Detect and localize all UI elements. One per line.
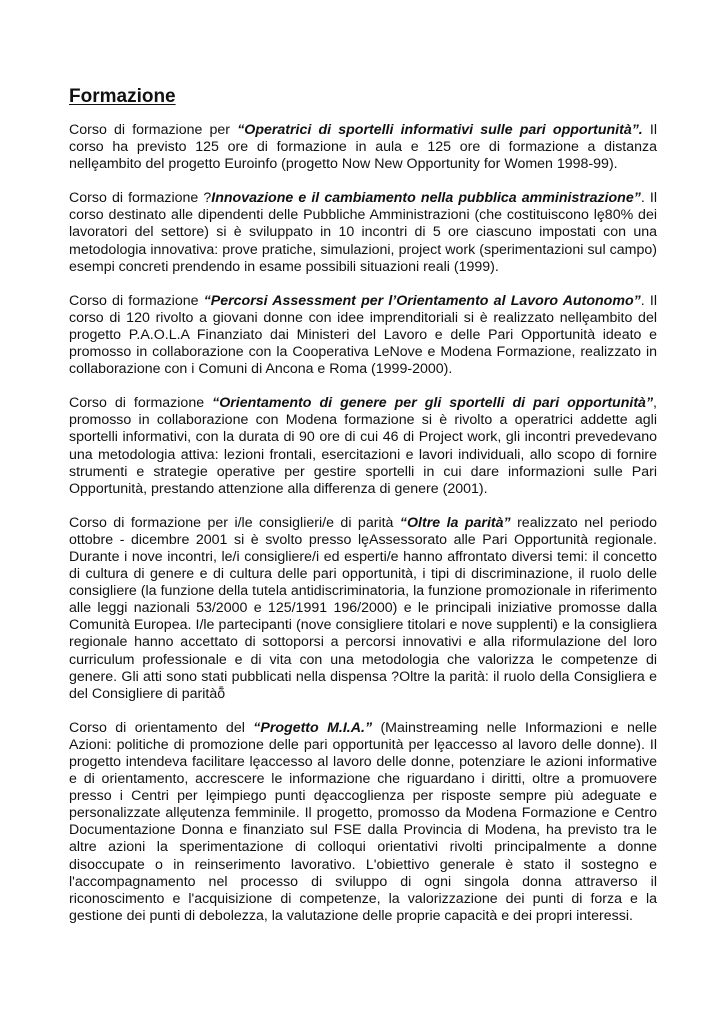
course-title: “Oltre la parità” — [399, 514, 511, 531]
paragraph-text: Il corso ha previsto 125 ore di formazione in aula e 125 ore di formazione a distanza nellȩambito del progetto Euroinfo (progetto Now New Opportunity for Women 1998-99). — [69, 122, 657, 173]
paragraph-text: Corso di formazione — [69, 395, 213, 412]
course-paragraph-6 — [69, 720, 657, 925]
paragraph-text: Corso di formazione ? — [69, 190, 212, 207]
paragraph-text: realizzato nel periodo ottobre - dicembre 2001 si è svolto presso lȩAssessorato alle Pari Opportunità regionale. Durante i nove incontri, le/i consigliere/i ed esperti/e hanno affrontato diversi temi: il concetto di cultura di genere e di cultura delle pari opportunità, i tipi di discriminazione, il ruolo delle consigliere (la funzione della tutela antidiscriminatoria, la funzione promozionale in riferimento alle leggi nazionali 53/2000 e 125/1991 196/2000) e le principali iniziative promosse dalla Comunità Europea. I/le partecipanti (nove consigliere titolari e nove supplenti) e la consigliera regionale hanno accettato di sottoporsi a percorsi innovativi e alla riformulazione del loro curriculum professionale e di vita con una metodologia che valorizza le competenze di genere. Gli atti sono stati pubblicati nella dispensa ?Oltre la parità: il ruolo della Consigliera e del Consigliere di paritàȭ — [69, 514, 657, 702]
course-paragraph-4 — [69, 395, 657, 498]
paragraph-text: Corso di formazione per i/le consiglieri/e di parità — [69, 514, 400, 531]
document-page — [69, 86, 657, 942]
page-title: Formazione — [69, 86, 176, 107]
course-paragraph-1 — [69, 122, 657, 173]
paragraph-text: . Il corso destinato alle dipendenti delle Pubbliche Amministrazioni (che costituiscono lȩ80% dei lavoratori del settore) si è sviluppato in 10 incontri di 5 ore ciascuno impostati con una metodologia innovativa: prove pratiche, simulazioni, project work (sperimentazioni sul campo) esempi concreti prendendo in esame possibili situazioni reali (1999). — [69, 190, 657, 275]
course-title: “Percorsi Assessment per l’Orientamento al Lavoro Autonomo” — [203, 292, 641, 309]
paragraph-text: , promosso in collaborazione con Modena formazione si è rivolto a operatrici addette agli sportelli informativi, con la durata di 90 ore di cui 46 di Project work, gli incontri prevedevano una metodologia attiva: lezioni frontali, esercitazioni e lavori individuali, allo scopo di fornire strumenti e strategie operative per gestire sportelli in cui dare informazioni sulle Pari Opportunità, prestando attenzione alla differenza di genere (2001). — [69, 395, 657, 497]
paragraph-text: Corso di formazione per — [69, 122, 238, 138]
paragraph-text: Corso di orientamento del — [69, 719, 254, 736]
course-title: “Orientamento di genere per gli sportelli di pari opportunità” — [212, 395, 654, 412]
course-paragraph-2 — [69, 190, 657, 275]
course-title: Innovazione e il cambiamento nella pubblica amministrazione” — [211, 190, 641, 207]
course-title: “Operatrici di sportelli informativi sulle pari opportunità”. — [237, 122, 643, 138]
paragraph-text: Corso di formazione — [69, 292, 204, 309]
course-paragraph-3 — [69, 293, 657, 378]
paragraph-text: (Mainstreaming nelle Informazioni e nelle Azioni: politiche di promozione delle pari opportunità per lȩaccesso al lavoro delle donne). Il progetto intendeva facilitare lȩaccesso al lavoro delle donne, potenziare le azioni informative e di orientamento, accrescere le informazione che riguardano i diritti, oltre a promuovere presso i Centri per lȩimpiego punti dȩaccoglienza per risposte sempre più adeguate e personalizzate allȩutenza femminile. Il progetto, promosso da Modena Formazione e Centro Documentazione Donna e finanziato sul FSE dalla Provincia di Modena, ha previsto tra le altre azioni la sperimentazione di colloqui orientativi rivolti principalmente a donne disoccupate o in reinserimento lavorativo. L'obiettivo generale è stato il sostegno e l'accompagnamento nel processo di sviluppo di ogni singola donna attraverso il riconoscimento e l'acquisizione di competenze, la valorizzazione dei punti di forza e la gestione dei punti di debolezza, la valutazione delle proprie capacità e dei propri interessi. — [69, 719, 657, 924]
paragraph-text: . Il corso di 120 rivolto a giovani donne con idee imprenditoriali si è realizzato nellȩambito del progetto P.A.O.L.A Finanziato dai Ministeri del Lavoro e delle Pari Opportunità ideato e promosso in collaborazione con la Cooperativa LeNove e Modena Formazione, realizzato in collaborazione con i Comuni di Ancona e Roma (1999-2000). — [69, 292, 657, 378]
course-title: “Progetto M.I.A.” — [253, 719, 373, 736]
course-paragraph-5 — [69, 515, 657, 703]
